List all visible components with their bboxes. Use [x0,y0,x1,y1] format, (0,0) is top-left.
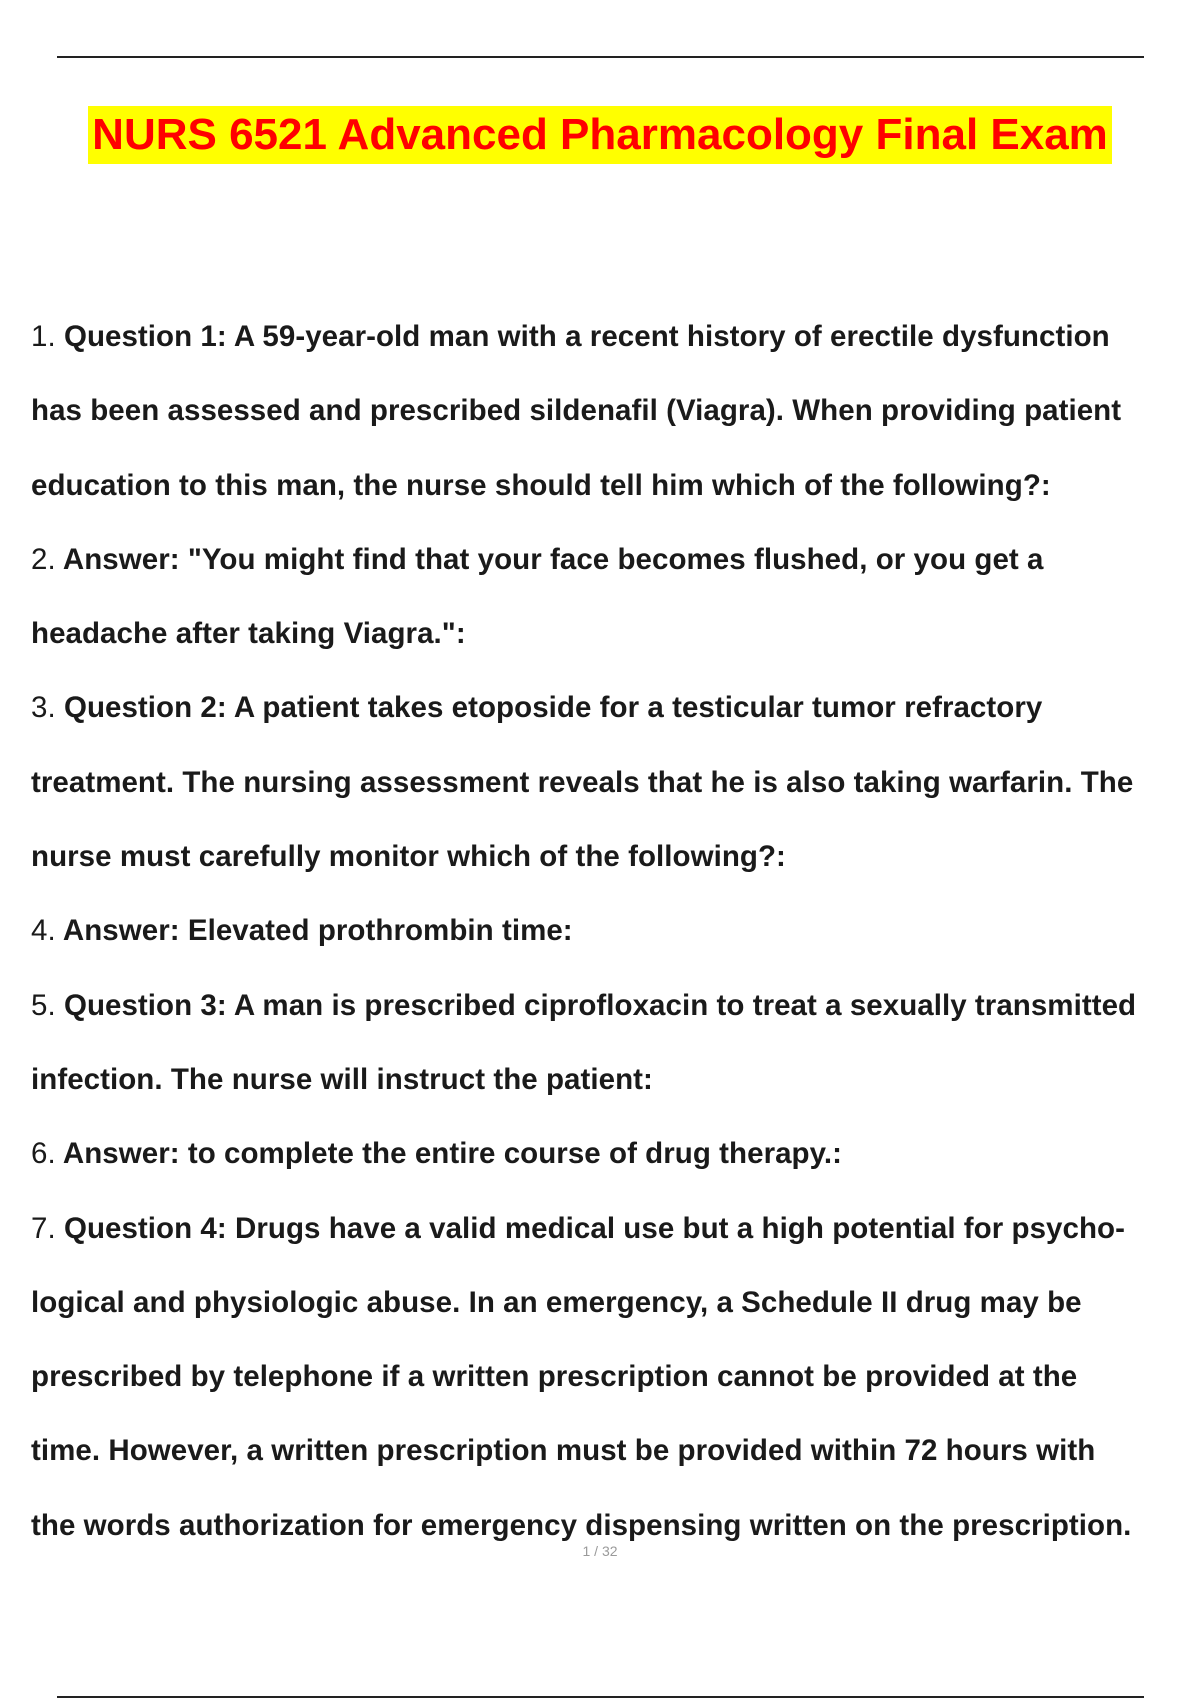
line-text: nurse must carefully monitor which of the following?: [31,840,786,874]
text-line [31,1414,1200,1488]
item-number: 7. [31,1211,56,1245]
text-line [31,1266,1200,1340]
text-line [31,597,1200,671]
item-number: 3. [31,691,56,725]
line-text: education to this man, the nurse should tell him which of the following?: [31,468,1051,502]
line-text: Answer: to complete the entire course of drug therapy.: [62,1137,843,1171]
text-line [31,300,1200,374]
line-text: Question 3: A man is prescribed ciprofloxacin to treat a sexually transmitted [63,988,1137,1022]
text-line [31,449,1200,523]
text-line [31,820,1200,894]
text-line [31,523,1200,597]
page-indicator: 1 / 32 [582,1543,618,1559]
document-title: NURS 6521 Advanced Pharmacology Final Exam [88,106,1112,164]
text-line [31,969,1200,1043]
item-number: 4. [31,914,56,948]
bottom-divider [57,1696,1144,1698]
item-number: 1. [31,320,56,353]
text-line [31,1043,1200,1117]
line-text: has been assessed and prescribed sildenafil (Viagra). When providing patient [31,394,1122,428]
exam-content [31,300,1200,1563]
line-text: treatment. The nursing assessment reveals that he is also taking warfarin. The [31,765,1134,799]
item-number: 6. [31,1137,56,1171]
line-text: time. However, a written prescription must be provided within 72 hours with [31,1434,1096,1468]
line-text: Answer: "You might find that your face becomes flushed, or you get a [62,542,1044,576]
text-line [31,746,1200,820]
text-line [31,671,1200,745]
text-line [31,374,1200,448]
top-divider [57,56,1144,58]
text-line [31,1192,1200,1266]
item-number: 2. [31,542,56,576]
text-line [31,1117,1200,1191]
line-text: logical and physiologic abuse. In an emergency, a Schedule II drug may be [31,1285,1082,1319]
line-text: Answer: Elevated prothrombin time: [62,914,573,948]
line-text: Question 2: A patient takes etoposide for a testicular tumor refractory [63,691,1043,725]
line-text: Question 1: A 59-year-old man with a recent history of erectile dysfunction [63,320,1110,353]
line-text: headache after taking Viagra.": [31,617,466,651]
line-text: infection. The nurse will instruct the patient: [31,1062,653,1096]
text-line [31,894,1200,968]
line-text: prescribed by telephone if a written prescription cannot be provided at the [31,1360,1078,1394]
title-container [0,106,1200,164]
text-line [31,1340,1200,1414]
line-text: Question 4: Drugs have a valid medical use but a high potential for psycho- [63,1211,1125,1245]
item-number: 5. [31,988,56,1022]
line-text: the words authorization for emergency dispensing written on the prescription. [31,1508,1132,1542]
